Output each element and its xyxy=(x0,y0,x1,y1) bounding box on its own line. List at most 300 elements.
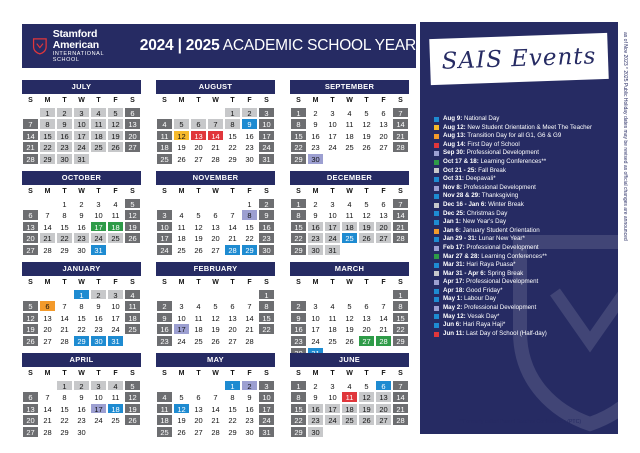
day-cell: 19 xyxy=(173,414,190,426)
weekday-label: T xyxy=(196,370,201,377)
event-date: Mar 27 & 28: xyxy=(443,252,480,260)
day-cell: 12 xyxy=(173,403,190,415)
weekday-label: S xyxy=(296,279,301,286)
day-cell: 4 xyxy=(173,209,190,221)
month-title: OCTOBER xyxy=(22,171,141,185)
event-color-swatch xyxy=(434,306,439,311)
day-cell: 28 xyxy=(392,141,409,153)
event-color-swatch xyxy=(434,186,439,191)
day-cell: 11 xyxy=(341,391,358,403)
day-cell: 14 xyxy=(39,221,56,233)
day-cell: 9 xyxy=(307,209,324,221)
day-cell: 18 xyxy=(341,130,358,142)
weekday-label: W xyxy=(346,279,353,286)
day-cell: 10 xyxy=(307,312,324,324)
day-cell: 1 xyxy=(290,198,307,210)
weekday-label: F xyxy=(381,370,386,377)
weekday-label: F xyxy=(113,97,118,104)
day-cell: 9 xyxy=(258,209,275,221)
day-cell: 23 xyxy=(241,414,258,426)
day-cell: 27 xyxy=(207,244,224,256)
weekday-label: T xyxy=(96,97,101,104)
day-cell: 9 xyxy=(241,391,258,403)
weekday-label: S xyxy=(162,97,167,104)
day-cell: 22 xyxy=(392,323,409,335)
event-color-swatch xyxy=(434,151,439,156)
day-cell: 10 xyxy=(90,391,107,403)
day-cell: 26 xyxy=(124,232,141,244)
event-text xyxy=(443,278,538,287)
empty-day xyxy=(241,289,258,301)
day-cell: 3 xyxy=(324,107,341,119)
day-cell: 17 xyxy=(156,232,173,244)
day-cell: 10 xyxy=(258,118,275,130)
weekday-label: W xyxy=(346,97,353,104)
day-cell: 22 xyxy=(39,141,56,153)
weekday-label: M xyxy=(44,370,51,377)
event-label: Fall Break xyxy=(476,166,506,174)
event-label: January Student Orientation xyxy=(460,226,540,234)
day-cell: 28 xyxy=(224,244,241,256)
day-cell: 11 xyxy=(324,312,341,324)
event-date: Aug 12: xyxy=(443,123,466,131)
weekday-label: F xyxy=(247,279,252,286)
day-cell: 6 xyxy=(375,198,392,210)
event-color-swatch xyxy=(434,220,439,225)
title-year: 2024 | 2025 xyxy=(139,37,220,54)
day-cell: 7 xyxy=(392,107,409,119)
day-cell: 21 xyxy=(241,323,258,335)
day-cell: 17 xyxy=(107,312,124,324)
day-cell: 10 xyxy=(73,118,90,130)
day-cell: 14 xyxy=(375,312,392,324)
day-cell: 18 xyxy=(156,141,173,153)
day-cell: 9 xyxy=(290,312,307,324)
day-cell: 24 xyxy=(258,414,275,426)
day-cell: 1 xyxy=(258,289,275,301)
month-grid xyxy=(156,277,275,347)
event-date: Aug 13: xyxy=(443,132,466,140)
event-label: Professional Development xyxy=(461,183,536,191)
weekday-label: M xyxy=(312,188,319,195)
weekday-label: T xyxy=(62,97,67,104)
event-date: Nov 28 & 29: xyxy=(443,192,481,200)
day-cell: 29 xyxy=(290,426,307,438)
day-cell: 19 xyxy=(124,403,141,415)
day-cell: 20 xyxy=(375,130,392,142)
day-cell: 8 xyxy=(224,118,241,130)
day-cell: 20 xyxy=(39,323,56,335)
day-cell: 10 xyxy=(173,312,190,324)
day-cell: 11 xyxy=(90,118,107,130)
month-january xyxy=(22,262,141,347)
day-cell: 29 xyxy=(73,335,90,347)
event-date: Oct 21 - 25: xyxy=(443,166,477,174)
empty-day xyxy=(207,198,224,210)
event-date: Dec 25: xyxy=(443,209,466,217)
day-cell: 25 xyxy=(124,323,141,335)
day-cell: 14 xyxy=(207,130,224,142)
day-cell: 3 xyxy=(324,198,341,210)
weekday-label: S xyxy=(398,188,403,195)
day-cell: 6 xyxy=(358,300,375,312)
day-cell: 18 xyxy=(341,221,358,233)
weekday-label: T xyxy=(364,370,369,377)
day-cell: 15 xyxy=(56,403,73,415)
day-cell: 27 xyxy=(224,335,241,347)
title-text: ACADEMIC SCHOOL YEAR xyxy=(219,37,416,54)
day-cell: 24 xyxy=(107,323,124,335)
weekday-label: M xyxy=(178,279,185,286)
empty-day xyxy=(358,289,375,301)
events-panel xyxy=(420,22,618,434)
weekday-label: T xyxy=(330,97,335,104)
event-item xyxy=(434,304,602,313)
day-cell: 16 xyxy=(56,130,73,142)
day-cell: 2 xyxy=(156,300,173,312)
event-label: First Day of School xyxy=(465,140,520,148)
day-cell: 20 xyxy=(124,130,141,142)
weekday-label: W xyxy=(78,370,85,377)
day-cell: 10 xyxy=(258,391,275,403)
event-label: Christmas Day xyxy=(465,209,508,217)
event-item xyxy=(434,167,602,176)
day-cell: 18 xyxy=(107,403,124,415)
empty-day xyxy=(224,289,241,301)
event-text xyxy=(443,132,561,141)
day-cell: 30 xyxy=(56,153,73,165)
day-cell: 5 xyxy=(173,118,190,130)
day-cell: 9 xyxy=(241,118,258,130)
month-grid xyxy=(156,95,275,165)
day-cell: 30 xyxy=(307,153,324,165)
day-cell: 29 xyxy=(56,244,73,256)
day-cell: 13 xyxy=(375,118,392,130)
day-cell: 4 xyxy=(190,300,207,312)
event-text xyxy=(443,210,507,219)
event-text xyxy=(443,287,503,296)
weekday-label: F xyxy=(247,188,252,195)
event-color-swatch xyxy=(434,168,439,173)
month-title: MAY xyxy=(156,353,275,367)
day-cell: 23 xyxy=(307,232,324,244)
day-cell: 9 xyxy=(307,118,324,130)
month-grid xyxy=(156,186,275,256)
day-cell: 5 xyxy=(358,198,375,210)
day-cell: 8 xyxy=(39,118,56,130)
event-item xyxy=(434,227,602,236)
empty-day xyxy=(190,198,207,210)
day-cell: 14 xyxy=(392,209,409,221)
day-cell: 1 xyxy=(39,107,56,119)
event-date: Jan 6: xyxy=(443,226,461,234)
day-cell: 26 xyxy=(190,244,207,256)
day-cell: 13 xyxy=(190,403,207,415)
day-cell: 18 xyxy=(124,312,141,324)
event-text xyxy=(443,141,520,150)
weekday-label: S xyxy=(398,370,403,377)
day-cell: 15 xyxy=(258,312,275,324)
event-color-swatch xyxy=(434,203,439,208)
month-grid xyxy=(22,95,141,165)
empty-day xyxy=(22,198,39,210)
day-cell: 22 xyxy=(56,232,73,244)
month-title: DECEMBER xyxy=(290,171,409,185)
day-cell: 16 xyxy=(73,403,90,415)
logo-subtitle: INTERNATIONAL SCHOOL xyxy=(52,51,104,63)
month-may xyxy=(156,353,275,438)
day-cell: 19 xyxy=(358,130,375,142)
event-item xyxy=(434,192,602,201)
event-text xyxy=(443,313,499,322)
event-label: Winter Break xyxy=(486,200,524,208)
event-color-swatch xyxy=(434,314,439,319)
event-label: Learning Conferences** xyxy=(478,157,547,165)
day-cell: 21 xyxy=(375,323,392,335)
day-cell: 15 xyxy=(290,221,307,233)
empty-day xyxy=(207,380,224,392)
event-item xyxy=(434,115,602,124)
day-cell: 29 xyxy=(56,426,73,438)
day-cell: 24 xyxy=(73,141,90,153)
event-item xyxy=(434,175,602,184)
day-cell: 25 xyxy=(324,335,341,347)
day-cell: 9 xyxy=(56,118,73,130)
weekday-label: M xyxy=(178,370,185,377)
day-cell: 24 xyxy=(90,232,107,244)
month-title: MARCH xyxy=(290,262,409,276)
event-item xyxy=(434,201,602,210)
day-cell: 2 xyxy=(90,289,107,301)
empty-day xyxy=(173,198,190,210)
events-title-banner xyxy=(429,33,608,85)
day-cell: 11 xyxy=(107,209,124,221)
day-cell: 19 xyxy=(207,323,224,335)
day-cell: 10 xyxy=(107,300,124,312)
month-december xyxy=(290,171,409,256)
day-cell: 6 xyxy=(375,107,392,119)
month-grid xyxy=(290,368,409,438)
weekday-label: M xyxy=(44,97,51,104)
day-cell: 8 xyxy=(56,209,73,221)
day-cell: 9 xyxy=(156,312,173,324)
month-march xyxy=(290,262,409,358)
logo-name: Stamford American xyxy=(52,28,99,51)
weekday-label: S xyxy=(162,279,167,286)
empty-day xyxy=(39,289,56,301)
empty-day xyxy=(207,107,224,119)
day-cell: 1 xyxy=(290,107,307,119)
day-cell: 17 xyxy=(307,323,324,335)
day-cell: 26 xyxy=(358,232,375,244)
day-cell: 1 xyxy=(241,198,258,210)
day-cell: 12 xyxy=(341,312,358,324)
day-cell: 2 xyxy=(73,198,90,210)
day-cell: 16 xyxy=(156,323,173,335)
day-cell: 3 xyxy=(258,380,275,392)
day-cell: 30 xyxy=(307,244,324,256)
event-label: New Student Orientation & Meet The Teacher xyxy=(465,123,593,131)
weekday-label: T xyxy=(96,370,101,377)
footnote: **Formerly called Parent Teacher Conferences (PTC) xyxy=(458,419,582,425)
day-cell: 11 xyxy=(341,118,358,130)
day-cell: 13 xyxy=(358,312,375,324)
day-cell: 26 xyxy=(124,414,141,426)
event-text xyxy=(443,253,547,262)
day-cell: 13 xyxy=(375,391,392,403)
day-cell: 27 xyxy=(190,426,207,438)
month-title: APRIL xyxy=(22,353,141,367)
month-october xyxy=(22,171,141,256)
day-cell: 26 xyxy=(341,335,358,347)
weekday-label: S xyxy=(130,97,135,104)
day-cell: 22 xyxy=(73,323,90,335)
day-cell: 4 xyxy=(341,107,358,119)
month-july xyxy=(22,80,141,165)
day-cell: 5 xyxy=(173,391,190,403)
month-february xyxy=(156,262,275,347)
month-april xyxy=(22,353,141,438)
empty-day xyxy=(190,380,207,392)
day-cell: 21 xyxy=(392,130,409,142)
weekday-label: M xyxy=(44,188,51,195)
event-color-swatch xyxy=(434,246,439,251)
day-cell: 21 xyxy=(392,221,409,233)
day-cell: 8 xyxy=(290,391,307,403)
day-cell: 13 xyxy=(39,312,56,324)
day-cell: 9 xyxy=(73,391,90,403)
day-cell: 14 xyxy=(392,391,409,403)
day-cell: 13 xyxy=(375,209,392,221)
day-cell: 6 xyxy=(207,209,224,221)
weekday-label: W xyxy=(78,279,85,286)
day-cell: 12 xyxy=(358,118,375,130)
day-cell: 4 xyxy=(156,391,173,403)
empty-day xyxy=(156,380,173,392)
day-cell: 2 xyxy=(307,380,324,392)
day-cell: 4 xyxy=(341,198,358,210)
day-cell: 3 xyxy=(156,209,173,221)
day-cell: 31 xyxy=(324,244,341,256)
empty-day xyxy=(190,289,207,301)
day-cell: 5 xyxy=(207,300,224,312)
event-label: Hari Raya Puasa* xyxy=(464,261,516,269)
month-grid xyxy=(290,277,409,358)
day-cell: 27 xyxy=(375,232,392,244)
weekday-label: F xyxy=(113,370,118,377)
day-cell: 4 xyxy=(90,107,107,119)
day-cell: 23 xyxy=(73,232,90,244)
day-cell: 10 xyxy=(324,118,341,130)
event-label: Professional Development xyxy=(465,149,539,157)
weekday-label: M xyxy=(312,97,319,104)
day-cell: 11 xyxy=(156,130,173,142)
day-cell: 1 xyxy=(224,107,241,119)
month-june xyxy=(290,353,409,438)
event-text xyxy=(443,235,525,244)
day-cell: 28 xyxy=(22,153,39,165)
day-cell: 1 xyxy=(73,289,90,301)
weekday-label: M xyxy=(44,279,51,286)
month-title: JULY xyxy=(22,80,141,94)
weekday-label: W xyxy=(78,97,85,104)
day-cell: 28 xyxy=(392,232,409,244)
event-text xyxy=(443,184,536,193)
month-title: AUGUST xyxy=(156,80,275,94)
event-text xyxy=(443,270,523,279)
day-cell: 22 xyxy=(224,141,241,153)
day-cell: 27 xyxy=(124,141,141,153)
event-label: National Day xyxy=(462,115,500,122)
event-color-swatch xyxy=(434,323,439,328)
day-cell: 23 xyxy=(307,414,324,426)
event-text xyxy=(443,304,536,313)
day-cell: 5 xyxy=(190,209,207,221)
day-cell: 21 xyxy=(207,141,224,153)
day-cell: 19 xyxy=(22,323,39,335)
day-cell: 11 xyxy=(190,312,207,324)
day-cell: 7 xyxy=(39,209,56,221)
day-cell: 19 xyxy=(107,130,124,142)
event-item xyxy=(434,158,602,167)
empty-day xyxy=(207,289,224,301)
day-cell: 29 xyxy=(290,153,307,165)
empty-day xyxy=(173,380,190,392)
event-color-swatch xyxy=(434,125,439,130)
day-cell: 2 xyxy=(241,380,258,392)
day-cell: 29 xyxy=(241,244,258,256)
event-text xyxy=(443,218,506,227)
day-cell: 3 xyxy=(90,380,107,392)
day-cell: 27 xyxy=(190,153,207,165)
weekday-label: T xyxy=(364,97,369,104)
weekday-label: T xyxy=(330,188,335,195)
day-cell: 13 xyxy=(22,221,39,233)
event-label: Professional Development xyxy=(464,278,539,286)
empty-day xyxy=(290,289,307,301)
day-cell: 13 xyxy=(22,403,39,415)
weekday-label: S xyxy=(398,279,403,286)
day-cell: 8 xyxy=(290,118,307,130)
day-cell: 18 xyxy=(90,130,107,142)
day-cell: 12 xyxy=(173,130,190,142)
day-cell: 11 xyxy=(156,403,173,415)
event-label: Last Day of School (Half-day) xyxy=(464,329,547,337)
day-cell: 15 xyxy=(224,130,241,142)
day-cell: 16 xyxy=(307,130,324,142)
crest-icon xyxy=(32,35,48,57)
day-cell: 16 xyxy=(290,323,307,335)
month-calendars xyxy=(22,80,418,437)
weekday-label: W xyxy=(346,370,353,377)
day-cell: 5 xyxy=(124,198,141,210)
day-cell: 16 xyxy=(241,403,258,415)
events-list xyxy=(434,115,602,338)
weekday-label: T xyxy=(230,279,235,286)
event-text xyxy=(443,261,516,270)
event-color-swatch xyxy=(434,177,439,182)
day-cell: 27 xyxy=(375,141,392,153)
day-cell: 11 xyxy=(173,221,190,233)
empty-day xyxy=(39,380,56,392)
empty-day xyxy=(341,289,358,301)
event-label: Labour Day xyxy=(462,295,496,303)
day-cell: 29 xyxy=(224,426,241,438)
weekday-label: F xyxy=(113,279,118,286)
month-title: JANUARY xyxy=(22,262,141,276)
day-cell: 20 xyxy=(190,414,207,426)
day-cell: 19 xyxy=(358,403,375,415)
